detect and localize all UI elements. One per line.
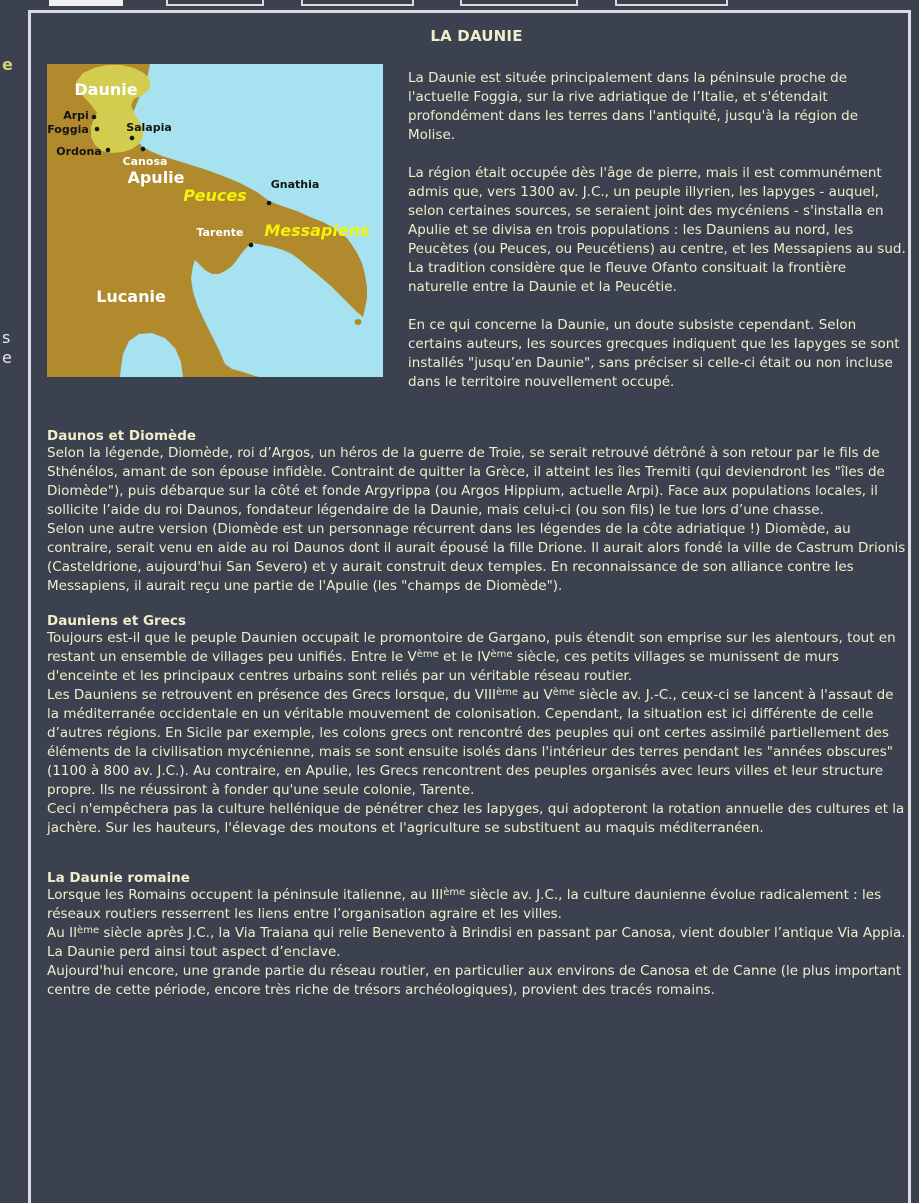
city-dot-tarente [249, 243, 254, 248]
map-label-salapia: Salapia [126, 121, 172, 134]
section-body: Lorsque les Romains occupent la péninsule italienne, au IIIème siècle av. J.C., la culture daunienne évolue radicalement : les réseaux routiers resserrent les liens entre l’organisation agraire et les villes. Au IIème siècle après J.C., la Via Traiana qui relie Benevento à Brindisi en passant par Canosa, vient doubler l’antique Via Appia. La Daunie perd ainsi tout aspect d’enclave. Aujourd'hui encore, une grande partie du réseau routier, en particulier aux environs de Canosa et de Canne (le plus important centre de cette période, encore très riche de trésors archéologiques), provient des tracés romains. [47, 887, 906, 998]
nav-button-3[interactable] [301, 0, 414, 6]
section-body: Selon la légende, Diomède, roi d’Argos, un héros de la guerre de Troie, se serait retrouvé détrôné à son retour par le fils de Sthénélos, amant de son épouse infidèle. Contraint de quitter la Grèce, il atteint les îles Tremiti (qui deviendront les "îles de Diomède"), puis débarque sur la côté et fonde Argyrippa (ou Argos Hippium, actuelle Arpi). Face aux populations locales, il sollicite l’aide du roi Daunos, fondateur légendaire de la Daunie, mais celui-ci (ou son fils) le tue lors d’une chasse. Selon une autre version (Diomède est un personnage récurrent dans les légendes de la côte adriatique !) Diomède, au contraire, serait venu en aide au roi Daunos dont il aurait épousé la fille Drione. Il aurait alors fondé la ville de Castrum Drionis (Casteldrione, aujourd'hui San Severo) et y aurait construit deux temples. En reconnaissance de son alliance contre les Messapiens, il aurait reçu une partie de l'Apulie (les "champs de Diomède"). [47, 445, 906, 594]
nav-button-5[interactable] [615, 0, 728, 6]
map-label-canosa: Canosa [122, 155, 168, 168]
city-dot-gnathia [267, 201, 272, 206]
map-label-messapiens: Messapiens [264, 221, 370, 240]
map-label-lucanie: Lucanie [96, 287, 166, 306]
city-dot-arpi [92, 115, 97, 120]
sidebar-item-fragment[interactable]: e [2, 348, 12, 367]
map-islet [355, 319, 362, 325]
city-dot-canosa [141, 147, 146, 152]
sidebar-item-fragment[interactable]: s [2, 328, 11, 347]
nav-button-1[interactable] [49, 0, 123, 6]
section-dauniens-et-grecs [47, 613, 906, 838]
map-label-ordona: Ordona [56, 145, 102, 158]
map-label-tarente: Tarente [196, 226, 244, 239]
sidebar-item-fragment[interactable]: e [2, 55, 13, 74]
intro-row [47, 64, 906, 392]
section-heading: Dauniens et Grecs [47, 613, 186, 629]
content-frame [28, 10, 911, 1203]
section-body: Toujours est-il que le peuple Daunien occupait le promontoire de Gargano, puis étendit son emprise sur les alentours, tout en restant un ensemble de villages peu unifiés. Entre le Vème et le IVème siècle, ces petits villages se munissent de murs d'enceinte et les principaux centres urbains sont reliés par un véritable réseau routier. Les Dauniens se retrouvent en présence des Grecs lorsque, du VIIIème au Vème siècle av. J.-C., ceux-ci se lancent à l'assaut de la méditerranée occidentale en un véritable mouvement de colonisation. Cependant, la situation est ici différente de celle d’autres régions. En Sicile par exemple, les colons grecs ont rencontré des peuples qui ont certes assimilé partiellement des éléments de la civilisation mycénienne, mais se sont ensuite isolés dans l'intérieur des terres pendant les "années obscures" (1100 à 800 av. J.C.). Au contraire, en Apulie, les Grecs rencontrent des peuples organisés avec leurs villes et leur structure propre. Ils ne réussiront à fonder qu'une seule colonie, Tarente. Ceci n'empêchera pas la culture hellénique de pénétrer chez les Iapyges, qui adopteront la rotation annuelle des cultures et la jachère. Sur les hauteurs, l'élevage des moutons et l'agriculture se substituent au maquis méditerranéen. [47, 630, 905, 836]
intro-text [408, 64, 906, 392]
map-label-peuces: Peuces [183, 186, 247, 205]
apulia-map-svg [47, 64, 383, 377]
intro-paragraph: La Daunie est située principalement dans la péninsule proche de l'actuelle Foggia, sur la rive adriatique de l’Italie, et s'étendait profondément dans les terres dans l'antiquité, jusqu'à la région de Molise. [408, 70, 859, 143]
page-title: LA DAUNIE [430, 27, 523, 45]
nav-button-4[interactable] [460, 0, 578, 6]
map-label-apulie: Apulie [127, 168, 185, 187]
intro-paragraph: En ce qui concerne la Daunie, un doute subsiste cependant. Selon certains auteurs, les sources grecques indiquent que les Iapyges se sont installés "jusqu’en Daunie", sans préciser si celle-ci était ou non incluse dans le territoire nouvellement occupé. [408, 317, 900, 390]
section-heading: La Daunie romaine [47, 870, 190, 886]
map-label-foggia: Foggia [47, 123, 89, 136]
section-la-daunie-romaine [47, 870, 906, 1000]
section-daunos-et-diomede [47, 428, 906, 596]
map-label-gnathia: Gnathia [270, 178, 320, 191]
section-heading: Daunos et Diomède [47, 428, 197, 444]
map-image [47, 64, 383, 377]
city-dot-salapia [130, 136, 135, 141]
city-dot-foggia [95, 127, 100, 132]
intro-paragraph: La région était occupée dès l'âge de pierre, mais il est communément admis que, vers 1300 av. J.C., un peuple illyrien, les Iapyges - auquel, selon certaines sources, se seraient joint des mycéniens - s'installa en Apulie et se divisa en trois populations : les Dauniens au nord, les Peucètes (ou Peuces, ou Peucétiens) au centre, et les Messapiens au sud. La tradition considère que le fleuve Ofanto consituait la frontière naturelle entre la Daunie et la Peucétie. [408, 165, 906, 295]
map-label-daunie: Daunie [74, 80, 138, 99]
city-dot-ordona [106, 148, 111, 153]
map-label-arpi: Arpi [63, 109, 89, 122]
nav-button-2[interactable] [166, 0, 264, 6]
